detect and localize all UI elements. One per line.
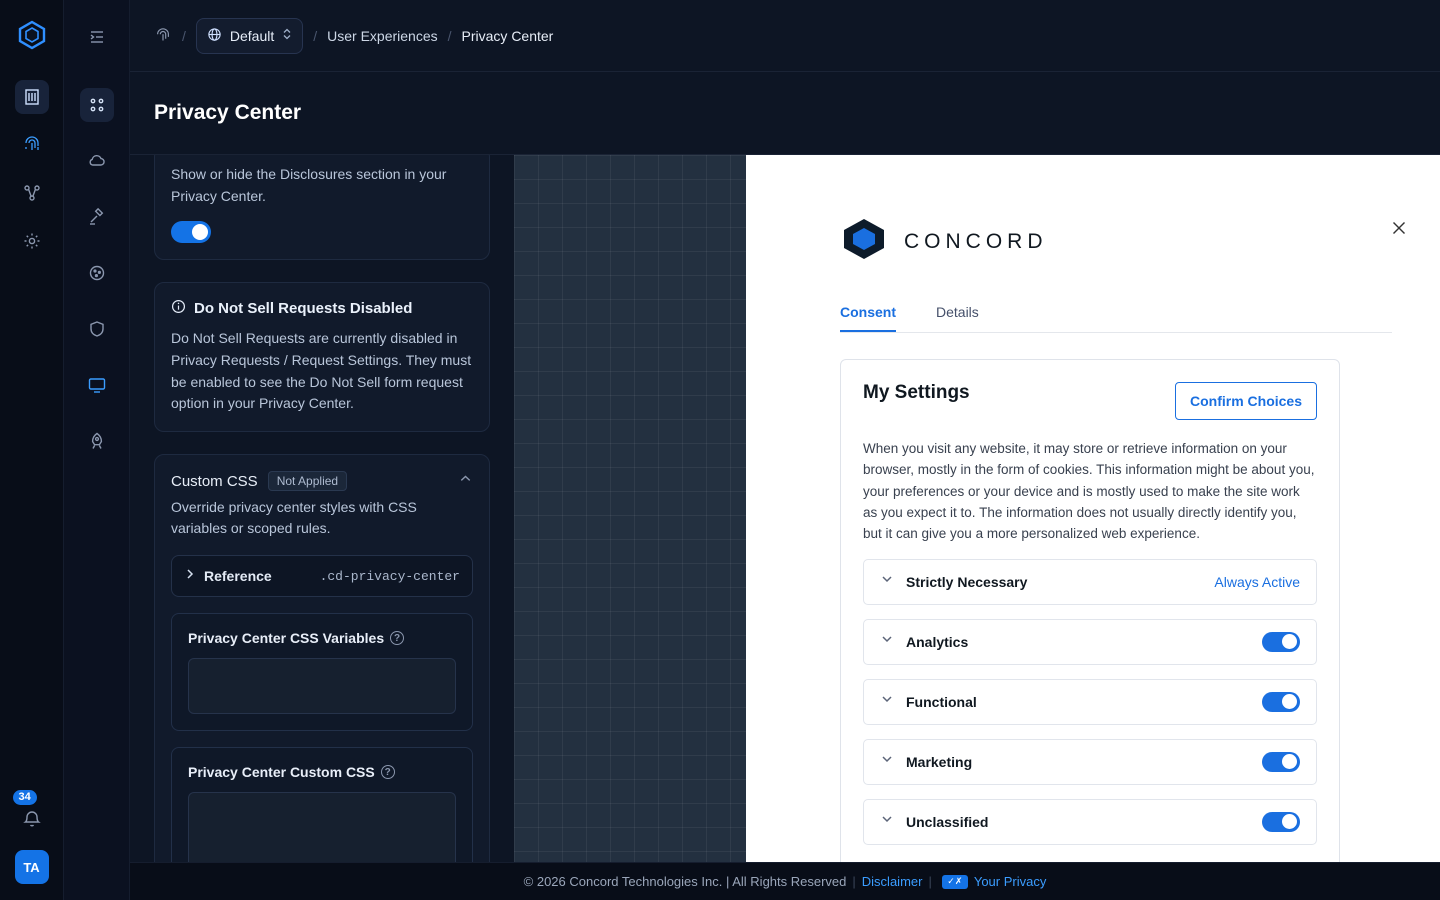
chevron-down-icon[interactable] <box>880 692 894 711</box>
rail2-items <box>80 88 114 458</box>
category-toggle-unclassified[interactable] <box>1262 812 1300 832</box>
sidebar-item-gavel[interactable] <box>80 200 114 234</box>
help-icon[interactable]: ? <box>390 631 404 645</box>
my-settings-panel <box>840 359 1340 862</box>
sidebar-item-fingerprint[interactable] <box>15 128 49 162</box>
sidebar-item-cookie[interactable] <box>80 256 114 290</box>
chevron-down-icon[interactable] <box>880 752 894 771</box>
chevron-down-icon[interactable] <box>880 572 894 591</box>
category-row-unclassified[interactable] <box>863 799 1317 845</box>
info-circle-icon <box>171 299 186 318</box>
panel-title: My Settings <box>863 382 970 403</box>
chevron-down-icon[interactable] <box>880 812 894 831</box>
category-toggle-functional[interactable] <box>1262 692 1300 712</box>
notification-badge: 34 <box>13 790 37 805</box>
warning-body: Do Not Sell Requests are currently disabled in Privacy Requests / Request Settings. They must be enabled to see the Do Not Sell form request option in your Privacy Center. <box>171 330 472 412</box>
environment-label: Default <box>229 27 275 44</box>
breadcrumb-separator-2: / <box>313 27 318 44</box>
privacy-choices-icon[interactable]: ✓✗ <box>942 875 968 889</box>
reference-row[interactable] <box>171 555 473 597</box>
reference-label: Reference <box>204 568 272 585</box>
category-row-analytics[interactable] <box>863 619 1317 665</box>
category-label: Strictly Necessary <box>906 573 1028 590</box>
settings-column[interactable] <box>130 155 514 862</box>
rail-bottom <box>15 791 49 884</box>
privacy-center-preview <box>514 155 1440 862</box>
avatar[interactable]: TA <box>15 850 49 884</box>
your-privacy-link[interactable]: Your Privacy <box>973 874 1047 889</box>
collapse-panel-icon[interactable] <box>80 20 114 54</box>
warning-title: Do Not Sell Requests Disabled <box>194 300 413 318</box>
do-not-sell-warning-card <box>154 282 490 432</box>
breadcrumb-separator-3: / <box>447 27 452 44</box>
page-title: Privacy Center <box>154 101 302 124</box>
footer-separator-2: | <box>928 874 932 889</box>
custom-css-title: Custom CSS <box>171 472 258 490</box>
sidebar-item-rocket[interactable] <box>80 424 114 458</box>
disclosures-description: Show or hide the Disclosures section in your Privacy Center. <box>171 166 447 204</box>
category-row-marketing[interactable] <box>863 739 1317 785</box>
page-header <box>130 72 1440 155</box>
breadcrumb-separator: / <box>182 27 186 44</box>
category-row-strictly-necessary[interactable] <box>863 559 1317 605</box>
status-badge: Not Applied <box>268 471 347 491</box>
sidebar-item-shield[interactable] <box>80 312 114 346</box>
footer <box>130 862 1440 900</box>
category-toggle-analytics[interactable] <box>1262 632 1300 652</box>
category-label: Marketing <box>906 753 973 770</box>
category-label: Unclassified <box>906 813 989 830</box>
help-icon-2[interactable]: ? <box>381 765 395 779</box>
breadcrumb-user-experiences[interactable]: User Experiences <box>327 27 438 44</box>
consent-modal <box>746 155 1440 862</box>
custom-css-label: Privacy Center Custom CSS <box>188 764 375 781</box>
preview-brand <box>840 217 1392 266</box>
css-variables-label: Privacy Center CSS Variables <box>188 630 385 647</box>
copyright-text: © 2026 Concord Technologies Inc. | All Rights Reserved <box>523 874 847 889</box>
tab-consent[interactable]: Consent <box>840 304 896 332</box>
disclaimer-link[interactable]: Disclaimer <box>861 874 923 889</box>
environment-selector[interactable] <box>196 18 303 54</box>
sidebar-item-buildings[interactable] <box>15 80 49 114</box>
sidebar-item-sitemap[interactable] <box>15 176 49 210</box>
preview-tabs <box>840 304 1392 333</box>
rail-items <box>15 80 49 258</box>
sidebar-item-monitor[interactable] <box>80 368 114 402</box>
custom-css-input[interactable] <box>188 792 456 862</box>
custom-css-card <box>154 454 490 862</box>
category-label: Analytics <box>906 633 969 650</box>
chevron-updown-icon <box>282 27 292 44</box>
custom-css-field <box>171 747 473 862</box>
sidebar-item-settings[interactable] <box>15 224 49 258</box>
custom-css-description: Override privacy center styles with CSS variables or scoped rules. <box>171 499 417 537</box>
panel-description: When you visit any website, it may store or retrieve information on your browser, mostly in the form of cookies. This information might be about you, your preferences or your device and is mostly used to make the site work as you expect it to. The information does not usually directly identify you, but it can give you a more personalized web experience. <box>863 441 1315 542</box>
concord-logo-icon[interactable] <box>17 20 47 50</box>
always-active-status: Always Active <box>1214 573 1300 590</box>
brand-name: CONCORD <box>904 229 1048 253</box>
confirm-choices-button[interactable]: Confirm Choices <box>1175 382 1317 420</box>
concord-logo-icon-preview <box>840 217 888 266</box>
primary-nav-rail <box>0 0 64 900</box>
fingerprint-icon[interactable] <box>154 27 172 45</box>
topbar <box>130 0 1440 72</box>
notifications-button[interactable] <box>15 791 49 836</box>
disclosures-toggle[interactable] <box>171 221 211 243</box>
category-row-functional[interactable] <box>863 679 1317 725</box>
globe-icon <box>207 27 222 45</box>
secondary-nav-rail <box>64 0 130 900</box>
css-variables-field <box>171 613 473 731</box>
chevron-right-icon <box>184 567 196 585</box>
close-icon[interactable] <box>1388 217 1410 239</box>
disclosures-card <box>154 155 490 260</box>
sidebar-item-apps-grid[interactable] <box>80 88 114 122</box>
preview-grid-backdrop <box>514 155 746 862</box>
category-toggle-marketing[interactable] <box>1262 752 1300 772</box>
category-label: Functional <box>906 693 977 710</box>
sidebar-item-cloud[interactable] <box>80 144 114 178</box>
chevron-down-icon[interactable] <box>880 632 894 651</box>
reference-selector: .cd-privacy-center <box>319 568 460 584</box>
tab-details[interactable]: Details <box>936 304 979 320</box>
chevron-up-icon[interactable] <box>458 471 473 491</box>
footer-separator: | <box>852 874 856 889</box>
css-variables-input[interactable] <box>188 658 456 714</box>
breadcrumb-privacy-center[interactable]: Privacy Center <box>461 27 554 44</box>
